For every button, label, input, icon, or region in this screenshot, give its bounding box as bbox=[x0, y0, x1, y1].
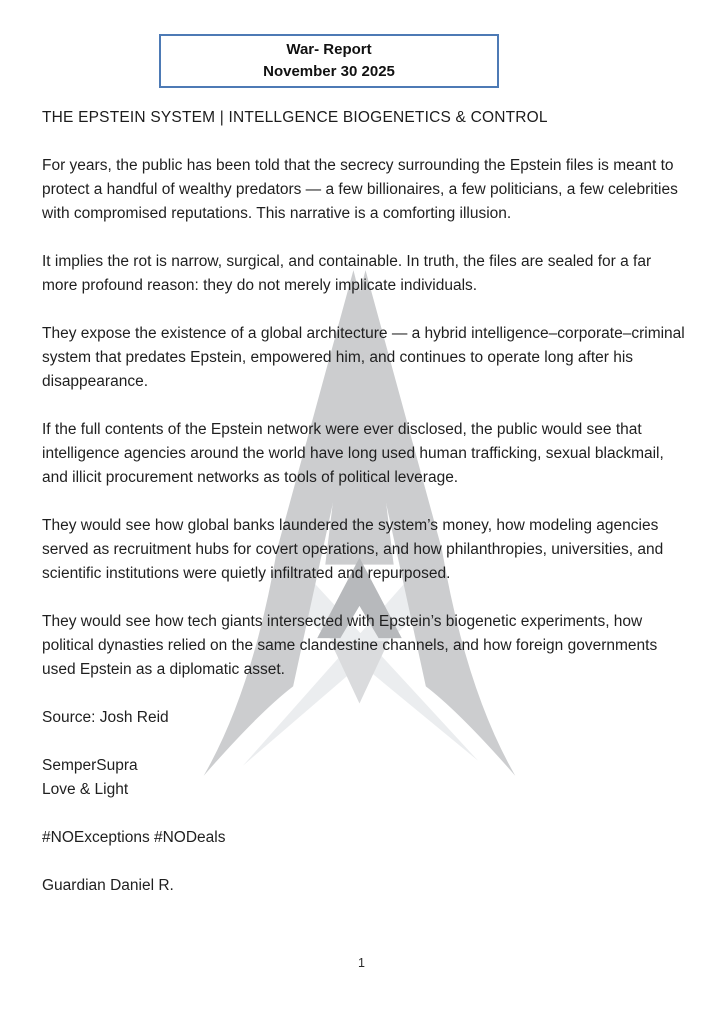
paragraph-2: It implies the rot is narrow, surgical, and containable. In truth, the files are sealed for a far more profound reason: they do not merely implicate individuals. bbox=[42, 253, 652, 294]
report-date: November 30 2025 bbox=[263, 63, 395, 80]
source-line: Source: Josh Reid bbox=[42, 709, 169, 726]
report-title: War- Report bbox=[286, 41, 372, 58]
page-number: 1 bbox=[358, 956, 365, 970]
report-header-box bbox=[159, 34, 499, 88]
signoff-line-2: Love & Light bbox=[42, 781, 129, 798]
hashtags-line: #NOExceptions #NODeals bbox=[42, 829, 226, 846]
document-body bbox=[42, 0, 690, 898]
paragraph-3: They expose the existence of a global architecture — a hybrid intelligence–corporate–criminal system that predates Epstein, empowered him, and continues to operate long after his disappearance. bbox=[42, 325, 685, 390]
paragraph-4: If the full contents of the Epstein network were ever disclosed, the public would see that intelligence agencies around the world have long used human trafficking, sexual blackmail, and illicit procurement networks as tools of political leverage. bbox=[42, 421, 664, 486]
paragraph-1: For years, the public has been told that the secrecy surrounding the Epstein files is meant to protect a handful of wealthy predators — a few billionaires, a few politicians, a few celebrities with compromised reputations. This narrative is a comforting illusion. bbox=[42, 157, 678, 222]
paragraph-6: They would see how tech giants intersected with Epstein’s biogenetic experiments, how political dynasties relied on the same clandestine channels, and how foreign governments used Epstein as a diplomatic asset. bbox=[42, 613, 658, 678]
signoff-block bbox=[42, 754, 690, 802]
paragraph-5: They would see how global banks laundered the system’s money, how modeling agencies served as recruitment hubs for covert operations, and how philanthropies, universities, and scientific institutions were quietly infiltrated and repurposed. bbox=[42, 517, 664, 582]
author-line: Guardian Daniel R. bbox=[42, 877, 174, 894]
signoff-line-1: SemperSupra bbox=[42, 757, 138, 774]
document-title: THE EPSTEIN SYSTEM | INTELLGENCE BIOGENETICS & CONTROL bbox=[42, 109, 548, 126]
